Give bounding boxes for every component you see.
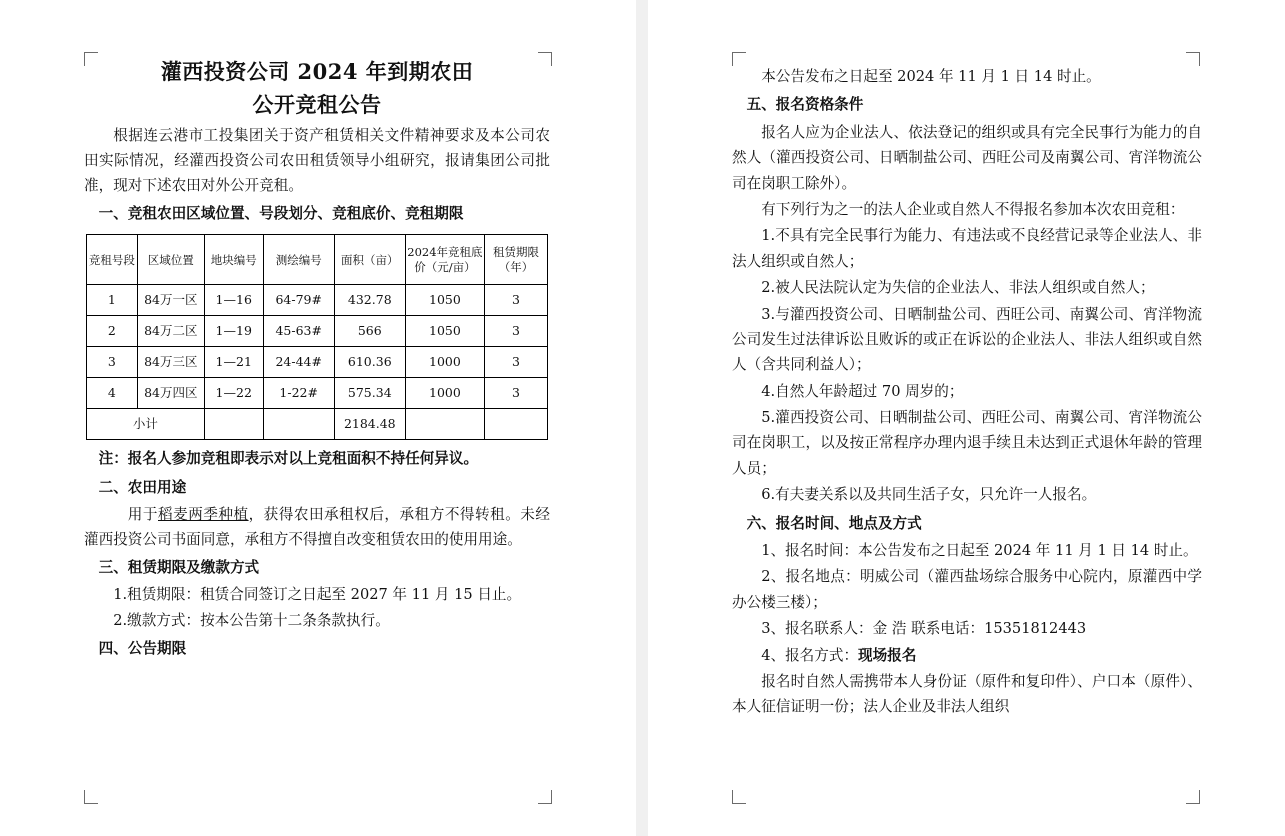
table-cell <box>405 409 484 440</box>
section-5-item-2: 2.被人民法院认定为失信的企业法人、非法人组织或自然人； <box>761 279 1155 297</box>
section-6-item-4-value: 现场报名 <box>858 646 917 664</box>
table-cell: 1050 <box>405 285 484 316</box>
table-cell: 610.36 <box>334 347 405 378</box>
table-total-row <box>87 409 548 440</box>
table-header-row <box>87 235 548 285</box>
page-title-line-2: 公开竞租公告 <box>252 91 382 117</box>
table-cell: 2 <box>87 316 138 347</box>
crop-mark-bottom-left <box>732 790 746 804</box>
table-header-cell: 面积（亩） <box>334 235 405 285</box>
table-row <box>87 347 548 378</box>
table-cell: 1-22# <box>263 378 334 409</box>
table-cell <box>204 409 263 440</box>
section-2-text-pre: 用于 <box>127 505 158 523</box>
table-cell: 1000 <box>405 347 484 378</box>
table-header-cell: 区域位置 <box>137 235 204 285</box>
section-5-paragraph-2: 有下列行为之一的法人企业或自然人不得报名参加本次农田竞租： <box>761 200 1185 218</box>
table-cell: 1 <box>87 285 138 316</box>
table-cell: 84万四区 <box>137 378 204 409</box>
table-cell: 3 <box>485 347 548 378</box>
intro-paragraph: 根据连云港市工投集团关于资产租赁相关文件精神要求及本公司农田实际情况，经灌西投资公司农田租赁领导小组研究，报请集团公司批准，现对下述农田对外公开竞租。 <box>84 127 550 195</box>
table-cell: 3 <box>87 347 138 378</box>
section-2-text-post: ，获得农田承租权后，承租方不得转租。未经灌西投资公司书面同意，承租方不得擅自改变租赁农田的使用用途。 <box>84 505 550 548</box>
crop-mark-bottom-left <box>84 790 98 804</box>
section-6-item-4 <box>732 643 1202 668</box>
table-cell: 432.78 <box>334 285 405 316</box>
table-cell: 1—22 <box>204 378 263 409</box>
section-6-heading: 六、报名时间、地点及方式 <box>746 514 922 532</box>
table-header-cell: 2024年竞租底价（元/亩） <box>405 235 484 285</box>
section-4-heading: 四、公告期限 <box>98 640 187 658</box>
crop-mark-bottom-right <box>538 790 552 804</box>
crop-mark-bottom-right <box>1186 790 1200 804</box>
table-cell: 64-79# <box>263 285 334 316</box>
section-6-tail-paragraph: 报名时自然人需携带本人身份证（原件和复印件）、户口本（原件）、本人征信证明一份；法人企业及非法人组织 <box>732 672 1202 716</box>
section-5-item-3: 3.与灌西投资公司、日晒制盐公司、西旺公司、南翼公司、宵洋物流公司发生过法律诉讼且败诉的或正在诉讼的企业法人、非法人组织或自然人（含共同利益人）； <box>732 305 1202 374</box>
section-5-item-6: 6.有夫妻关系以及共同生活子女，只允许一人报名。 <box>761 486 1097 504</box>
table-header-cell: 竞租号段 <box>87 235 138 285</box>
document-page-1 <box>0 0 636 836</box>
bid-table <box>86 234 548 440</box>
page-title <box>84 56 550 121</box>
section-2-underlined-use: 稻麦两季种植 <box>158 505 249 523</box>
table-cell: 45-63# <box>263 316 334 347</box>
page-title-line-1: 灌西投资公司 2024 年到期农田 <box>160 59 474 84</box>
table-cell: 1050 <box>405 316 484 347</box>
section-5-item-4: 4.自然人年龄超过 70 周岁的； <box>761 382 964 400</box>
section-1-heading: 一、竞租农田区域位置、号段划分、竞租底价、竞租期限 <box>98 205 464 223</box>
table-cell: 1000 <box>405 378 484 409</box>
document-page-2 <box>648 0 1285 836</box>
table-cell: 3 <box>485 285 548 316</box>
table-note: 注：报名人参加竞租即表示对以上竞租面积不持任何异议。 <box>98 450 479 468</box>
section-5-item-1: 1.不具有完全民事行为能力、有违法或不良经营记录等企业法人、非法人组织或自然人； <box>732 227 1202 270</box>
table-row <box>87 285 548 316</box>
table-cell: 1—21 <box>204 347 263 378</box>
table-cell: 84万一区 <box>137 285 204 316</box>
section-3-item-2: 2.缴款方式：按本公告第十二条条款执行。 <box>113 612 390 630</box>
table-cell: 1—19 <box>204 316 263 347</box>
section-5-item-5: 5.灌西投资公司、日晒制盐公司、西旺公司、南翼公司、宵洋物流公司在岗职工，以及按正常程序办理内退手续且未达到正式退休年龄的管理人员； <box>732 409 1202 477</box>
section-2-paragraph <box>84 502 550 552</box>
section-6-item-4-label: 4、报名方式： <box>761 646 859 664</box>
table-cell <box>485 409 548 440</box>
section-5-heading: 五、报名资格条件 <box>746 96 864 114</box>
page-2-content <box>732 64 1202 721</box>
section-6-item-2: 2、报名地点：明威公司（灌西盐场综合服务中心院内，原灌西中学办公楼三楼）； <box>732 568 1202 611</box>
page-1-content <box>84 56 550 663</box>
table-cell: 84万三区 <box>137 347 204 378</box>
section-3-heading: 三、租赁期限及缴款方式 <box>98 558 260 576</box>
section-2-heading: 二、农田用途 <box>98 478 187 496</box>
section-3-item-1: 1.租赁期限：租赁合同签订之日起至 2027 年 11 月 15 日止。 <box>113 585 522 603</box>
page-gutter <box>636 0 648 836</box>
table-cell: 3 <box>485 378 548 409</box>
table-header-cell: 测绘编号 <box>263 235 334 285</box>
table-cell: 24-44# <box>263 347 334 378</box>
section-5-paragraph-1: 报名人应为企业法人、依法登记的组织或具有完全民事行为能力的自然人（灌西投资公司、日晒制盐公司、西旺公司及南翼公司、宵洋物流公司在岗职工除外）。 <box>732 123 1202 192</box>
table-cell <box>263 409 334 440</box>
section-6-item-1: 1、报名时间：本公告发布之日起至 2024 年 11 月 1 日 14 时止。 <box>761 542 1198 560</box>
table-row <box>87 378 548 409</box>
table-header-cell: 租赁期限（年） <box>485 235 548 285</box>
table-row <box>87 316 548 347</box>
section-4-paragraph: 本公告发布之日起至 2024 年 11 月 1 日 14 时止。 <box>761 68 1101 85</box>
table-cell: 575.34 <box>334 378 405 409</box>
table-total-label: 小计 <box>87 409 205 440</box>
table-cell: 4 <box>87 378 138 409</box>
table-total-area: 2184.48 <box>334 409 405 440</box>
table-header-cell: 地块编号 <box>204 235 263 285</box>
table-cell: 1—16 <box>204 285 263 316</box>
table-cell: 566 <box>334 316 405 347</box>
section-6-item-3: 3、报名联系人：金 浩 联系电话：15351812443 <box>761 620 1087 638</box>
table-cell: 3 <box>485 316 548 347</box>
table-cell: 84万二区 <box>137 316 204 347</box>
